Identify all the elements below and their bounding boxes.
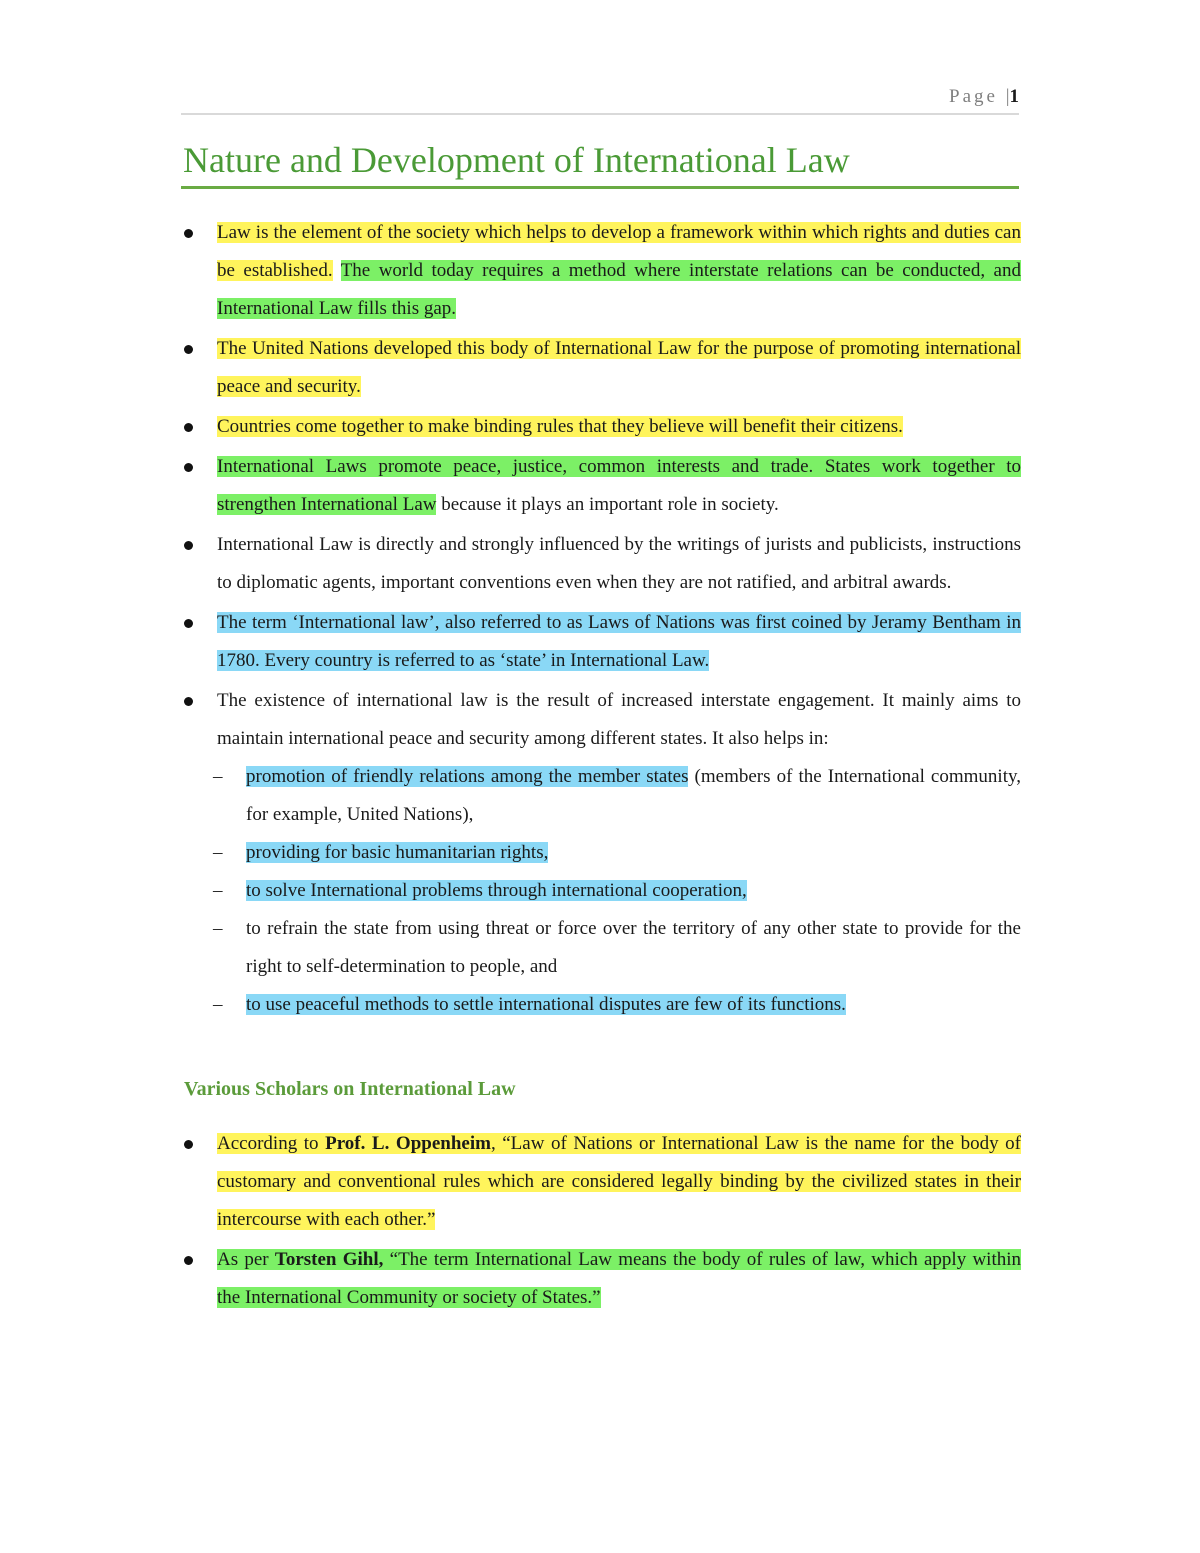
- bullet-icon: [184, 697, 193, 706]
- sub-item: [181, 986, 1021, 1024]
- bullet-icon: [184, 463, 193, 472]
- bullet-item: [181, 214, 1021, 328]
- bullet-text: Law is the element of the society which helps to develop a framework within which rights and duties can be established.: [217, 222, 1021, 281]
- bullet-item: [181, 330, 1021, 406]
- section-heading: Various Scholars on International Law: [184, 1078, 516, 1100]
- sub-item-text: to refrain the state from using threat or force over the territory of any other state to provide for the right to self-determination to people, and: [246, 918, 1021, 977]
- dash-icon: –: [213, 918, 223, 939]
- scholar-quote: [217, 1249, 1021, 1308]
- bullet-icon: [184, 229, 193, 238]
- scholar-item: [181, 1125, 1021, 1239]
- scholar-name: Torsten Gihl,: [274, 1249, 384, 1270]
- bullet-text: because it plays an important role in society.: [436, 494, 779, 515]
- sub-item: [181, 758, 1021, 834]
- bullet-item: [181, 448, 1021, 524]
- bullet-icon: [184, 619, 193, 628]
- bullet-icon: [184, 1140, 193, 1149]
- bullet-text: International Laws promote peace, justice, common interests and trade. States work together to strengthen International Law: [217, 456, 1021, 515]
- sub-item-text: providing for basic humanitarian rights,: [246, 842, 549, 863]
- scholar-quote-text: “The term International Law means the body of rules of law, which apply within the International Community or society of States.”: [217, 1249, 1021, 1308]
- scholar-name: Prof. L. Oppenheim: [325, 1133, 491, 1154]
- bullet-text: The United Nations developed this body of International Law for the purpose of promoting international peace and security.: [217, 338, 1021, 397]
- bullet-icon: [184, 541, 193, 550]
- bullet-text: International Law is directly and strongly influenced by the writings of jurists and publicists, instructions to diplomatic agents, important conventions even when they are not ratified, and arbitral awards.: [217, 534, 1021, 593]
- scholar-item: [181, 1241, 1021, 1317]
- scholar-intro: As per: [217, 1249, 275, 1270]
- functions-sublist: [181, 758, 1021, 1024]
- dash-icon: –: [213, 880, 223, 901]
- document-title: Nature and Development of International Law: [183, 140, 850, 180]
- sub-item-text: promotion of friendly relations among the member states: [246, 766, 689, 787]
- sub-item-text: to use peaceful methods to settle international disputes are few of its functions.: [246, 994, 846, 1015]
- bullet-icon: [184, 345, 193, 354]
- bullet-item: [181, 682, 1021, 1024]
- bullet-text: The world today requires a method where interstate relations can be conducted, and International Law fills this gap.: [217, 260, 1021, 319]
- dash-icon: –: [213, 766, 223, 787]
- bullet-icon: [184, 423, 193, 432]
- bullet-text: Countries come together to make binding rules that they believe will benefit their citizens.: [217, 416, 903, 437]
- scholar-quote: [217, 1133, 1021, 1230]
- sub-item: [181, 834, 1021, 872]
- page-number: 1: [1009, 86, 1019, 107]
- dash-icon: –: [213, 994, 223, 1015]
- page-header: [181, 86, 1019, 108]
- sub-item-text: to solve International problems through international cooperation,: [246, 880, 747, 901]
- dash-icon: –: [213, 842, 223, 863]
- title-underline: [181, 186, 1019, 189]
- header-rule: [181, 113, 1019, 115]
- page-label: Page: [949, 86, 998, 107]
- scholar-quote-text: , “Law of Nations or International Law is the name for the body of customary and conventional rules which are considered legally binding by the civilized states in their intercourse with each other.”: [217, 1133, 1021, 1230]
- bullet-item: [181, 408, 1021, 446]
- main-bullet-list: [181, 214, 1021, 1026]
- page-separator: |: [1005, 86, 1010, 107]
- sub-item: [181, 910, 1021, 986]
- bullet-item: [181, 526, 1021, 602]
- sub-item: [181, 872, 1021, 910]
- sub-item-text: (members of the International community, for example, United Nations),: [246, 766, 1021, 825]
- scholars-list: [181, 1125, 1021, 1319]
- bullet-text: [333, 260, 341, 281]
- bullet-icon: [184, 1256, 193, 1265]
- scholar-intro: According to: [217, 1133, 326, 1154]
- bullet-text: The term ‘International law’, also referred to as Laws of Nations was first coined by Jeramy Bentham in 1780. Every country is referred to as ‘state’ in International Law.: [217, 612, 1021, 671]
- bullet-text: The existence of international law is the result of increased interstate engagement. It mainly aims to maintain international peace and security among different states. It also helps in:: [217, 690, 1021, 749]
- bullet-item: [181, 604, 1021, 680]
